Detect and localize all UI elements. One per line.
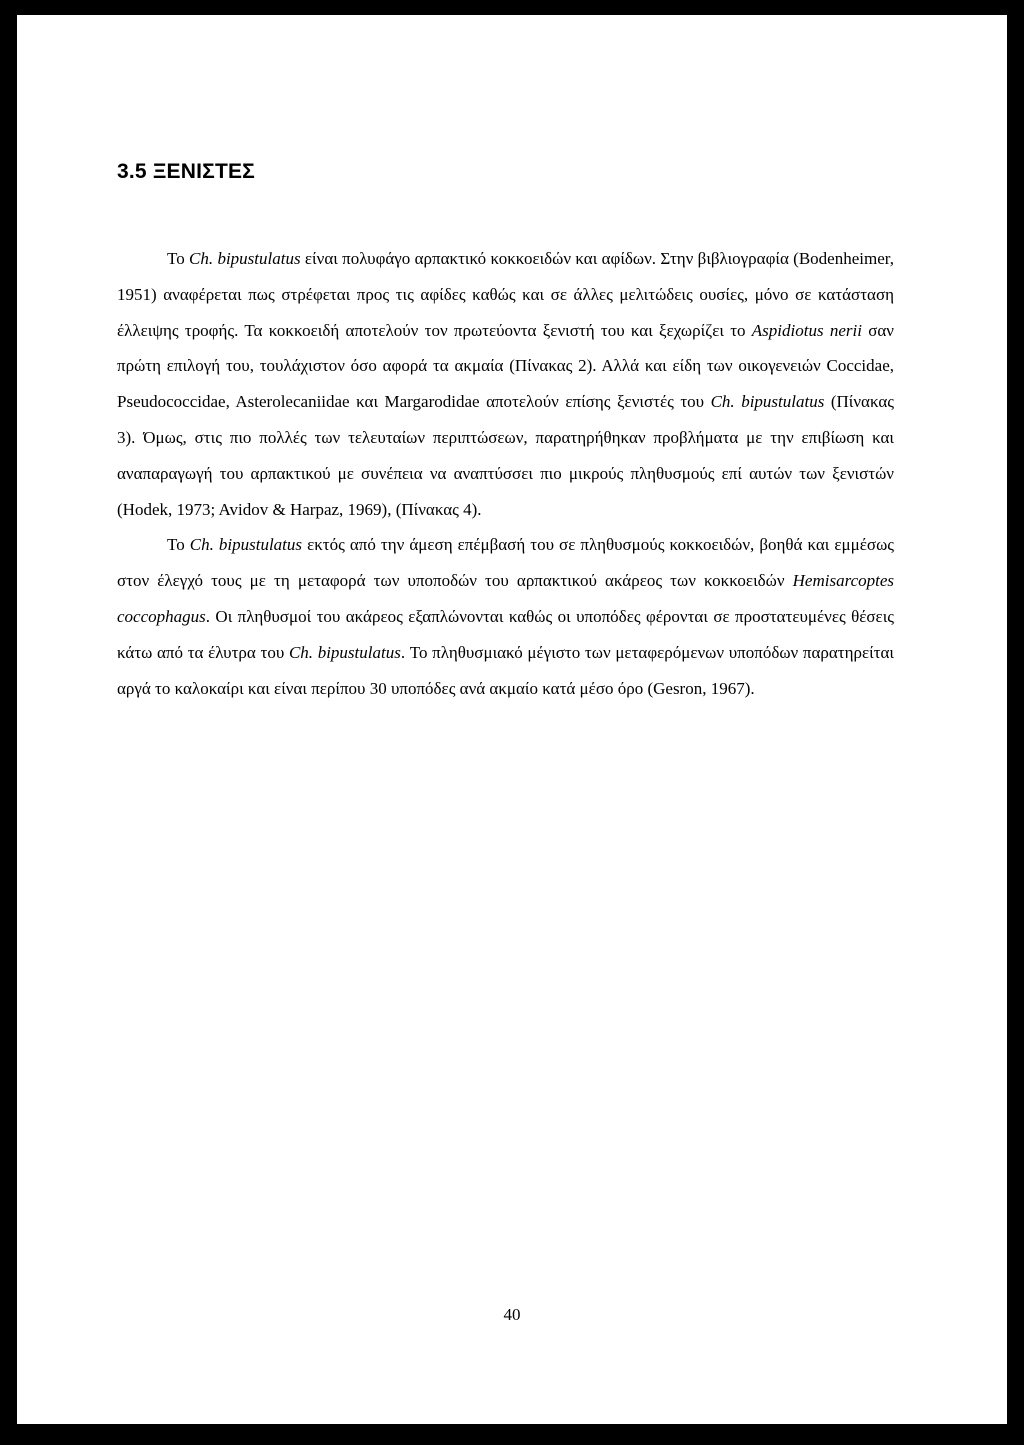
species-name: Ch. bipustulatus	[189, 535, 303, 555]
text-run: (Πίνακας 3). Όμως, στις πιο πολλές των τελευταίων περιπτώσεων, παρατηρήθηκαν προβλήματα με την επιβίωση και αναπαραγωγή του αρπακτικού με συνέπεια να αναπτύσσει πιο μικρούς πληθυσμούς επί αυτών των ξενιστών (Hodek, 1973; Avidov & Harpaz, 1969), (Πίνακας 4).	[117, 392, 894, 519]
species-name: Aspidiotus nerii	[751, 320, 862, 340]
body-text	[117, 241, 894, 706]
species-name: Hemisarcoptes coccophagus	[117, 571, 894, 626]
species-name: Ch. bipustulatus	[288, 642, 401, 662]
species-name: Ch. bipustulatus	[710, 392, 825, 412]
text-run: . Οι πληθυσμοί του ακάρεος εξαπλώνονται καθώς οι υποπόδες φέρονται σε προστατευμένες θέσεις κάτω από τα έλυτρα του	[117, 606, 894, 662]
text-run: σαν πρώτη επιλογή του, τουλάχιστον όσο αφορά τα ακμαία (Πίνακας 2). Αλλά και είδη των οικογενειών Coccidae, Pseudococcidae, Asterolecaniidae και Margarodidae αποτελούν επίσης ξενιστές του	[117, 320, 894, 412]
text-run: εκτός από την άμεση επέμβασή του σε πληθυσμούς κοκκοειδών, βοηθά και εμμέσως στον έλεγχό τους με τη μεταφορά των υποποδών του αρπακτικού ακάρεος των κοκκοειδών	[117, 535, 895, 591]
text-run: Το	[167, 249, 190, 268]
species-name: Ch. bipustulatus	[189, 249, 301, 268]
page-number: 40	[503, 1305, 521, 1324]
paragraph-2	[117, 527, 894, 706]
text-run: είναι πολυφάγο αρπακτικό κοκκοειδών και αφίδων. Στην βιβλιογραφία (Bodenheimer, 1951) αναφέρεται πως στρέφεται προς τις αφίδες καθώς και σε άλλες μελιτώδεις ουσίες, μόνο σε κατάσταση έλλειψης τροφής. Τα κοκκοειδή αποτελούν τον πρωτεύοντα ξενιστή του και ξεχωρίζει το	[117, 249, 894, 340]
text-run: Το	[167, 535, 190, 555]
paragraph-1	[117, 241, 894, 527]
document-page	[17, 15, 1007, 1424]
text-run: . Το πληθυσμιακό μέγιστο των μεταφερόμενων υποπόδων παρατηρείται αργά το καλοκαίρι και είναι περίπου 30 υποπόδες ανά ακμαίο κατά μέσο όρο (Gesron, 1967).	[117, 642, 895, 698]
section-heading: 3.5 ΞΕΝΙΣΤΕΣ	[117, 160, 255, 183]
